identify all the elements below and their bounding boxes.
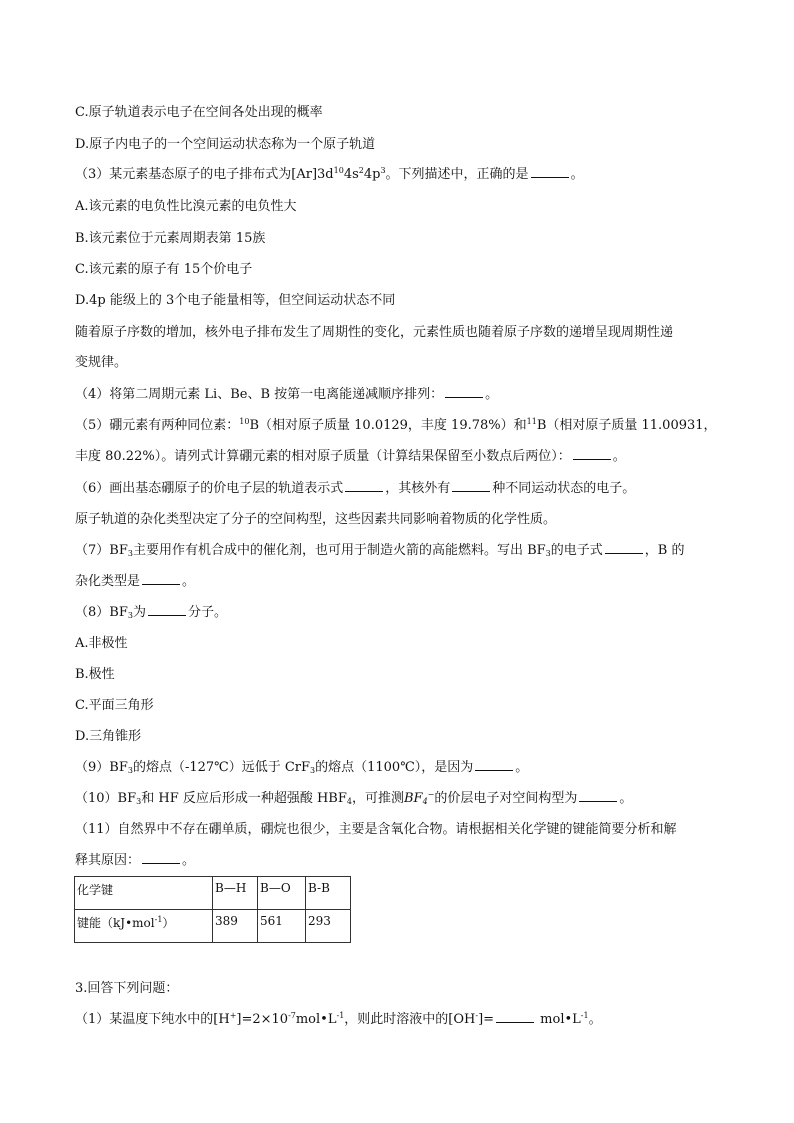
answer-blank: [452, 490, 490, 492]
answer-blank: [445, 396, 483, 398]
bf4-ion-formula: $BF_4^-$: [404, 790, 435, 806]
question-4: （4）将第二周期元素 Li、Be、B 按第一电离能递减顺序排列： 。: [75, 387, 499, 402]
q8-option-c: C.平面三角形: [75, 698, 154, 713]
question-11a: （11）自然界中不存在硼单质，硼烷也很少，主要是含氧化合物。请根据相关化学键的键能简要分析和解: [75, 822, 677, 837]
answer-blank: [142, 583, 180, 585]
table-header-cell: B—H: [213, 877, 258, 910]
answer-blank: [579, 800, 617, 802]
paragraph-1a: 随着原子序数的增加，核外电子排布发生了周期性的变化，元素性质也随着原子序数的递增呈现周期性递: [75, 325, 674, 340]
question-3: （3）某元素基态原子的电子排布式为$[Ar]3d^{10}4s^24p^3$。下列描述中，正确的是 。: [75, 166, 584, 182]
paragraph-1b: 变规律。: [75, 355, 128, 370]
table-header-row: [75, 877, 351, 910]
q8-option-d: D.三角锥形: [75, 729, 142, 744]
q3-option-d: D.4p 能级上的 3个电子能量相等，但空间运动状态不同: [75, 293, 396, 308]
table-header-cell: 化学键: [75, 877, 213, 910]
answer-blank: [531, 176, 569, 178]
answer-blank: [142, 862, 180, 864]
question-10: $(10)BF_3$和 HF 反应后形成一种超强酸 $HBF_4$，可推测$BF_4^-$的价层电子对空间构型为 。: [75, 790, 633, 806]
bond-energy-table: [74, 876, 351, 943]
question-5b: 丰度 80.22%）。请列式计算硼元素的相对原子质量（计算结果保留至小数点后两位）： 。: [75, 449, 626, 464]
paragraph-2: 原子轨道的杂化类型决定了分子的空间构型，这些因素共同影响着物质的化学性质。: [75, 512, 557, 527]
answer-blank: [605, 552, 643, 554]
option-d-line: D.原子内电子的一个空间运动状态称为一个原子轨道: [75, 137, 376, 152]
answer-blank: [496, 1021, 534, 1023]
question-9: $(9)BF_3$的熔点（-127℃）远低于 CrF$_3$的熔点（1100℃），是因为 。: [75, 760, 529, 775]
question-7a: $(7)BF_3$主要用作有机合成中的催化剂，也可用于制造火箭的高能燃料。写出 $BF_3$的电子式 ，B 的: [75, 543, 685, 558]
table-row: [75, 910, 351, 943]
q8-option-b: B.极性: [75, 667, 115, 682]
q8-option-a: A.非极性: [75, 636, 128, 651]
q3-option-a: A.该元素的电负性比溴元素的电负性大: [75, 199, 297, 214]
section-3-question-1: （1）某温度下纯水中的$[H^+]=2\times 10^{-7}mol•L^{-1}$，则此时溶液中的$[OH^-]= mol•L^{-1}$。: [75, 1011, 602, 1027]
answer-blank: [345, 490, 383, 492]
question-6: （6）画出基态硼原子的价电子层的轨道表示式 ，其核外有 种不同运动状态的电子。: [75, 481, 636, 496]
question-7b: 杂化类型是 。: [75, 574, 196, 589]
q3-option-c: C.该元素的原子有 15个价电子: [75, 262, 253, 277]
table-header-cell: B-B: [306, 877, 351, 910]
option-c-line: C.原子轨道表示电子在空间各处出现的概率: [75, 105, 323, 120]
answer-blank: [573, 458, 611, 460]
table-header-cell: B—O: [258, 877, 306, 910]
q3-option-b: B.该元素位于元素周期表第 15族: [75, 231, 266, 246]
table-row-label: 键能（kJ•mol$^{-1}$）: [75, 910, 213, 943]
answer-blank: [148, 614, 186, 616]
section-3-heading: 3.回答下列问题：: [75, 981, 179, 996]
table-cell: 389: [213, 910, 258, 943]
question-5a: （5）硼元素有两种同位素：$^{10}$B（相对原子质量 10.0129，丰度 19.78%）和$^{11}$B（相对原子质量 11.00931，: [75, 417, 717, 433]
question-11b: 释其原因： 。: [75, 853, 196, 868]
question-8: $(8)BF_3$为 分子。: [75, 605, 227, 620]
table-cell: 561: [258, 910, 306, 943]
answer-blank: [475, 769, 513, 771]
table-cell: 293: [306, 910, 351, 943]
